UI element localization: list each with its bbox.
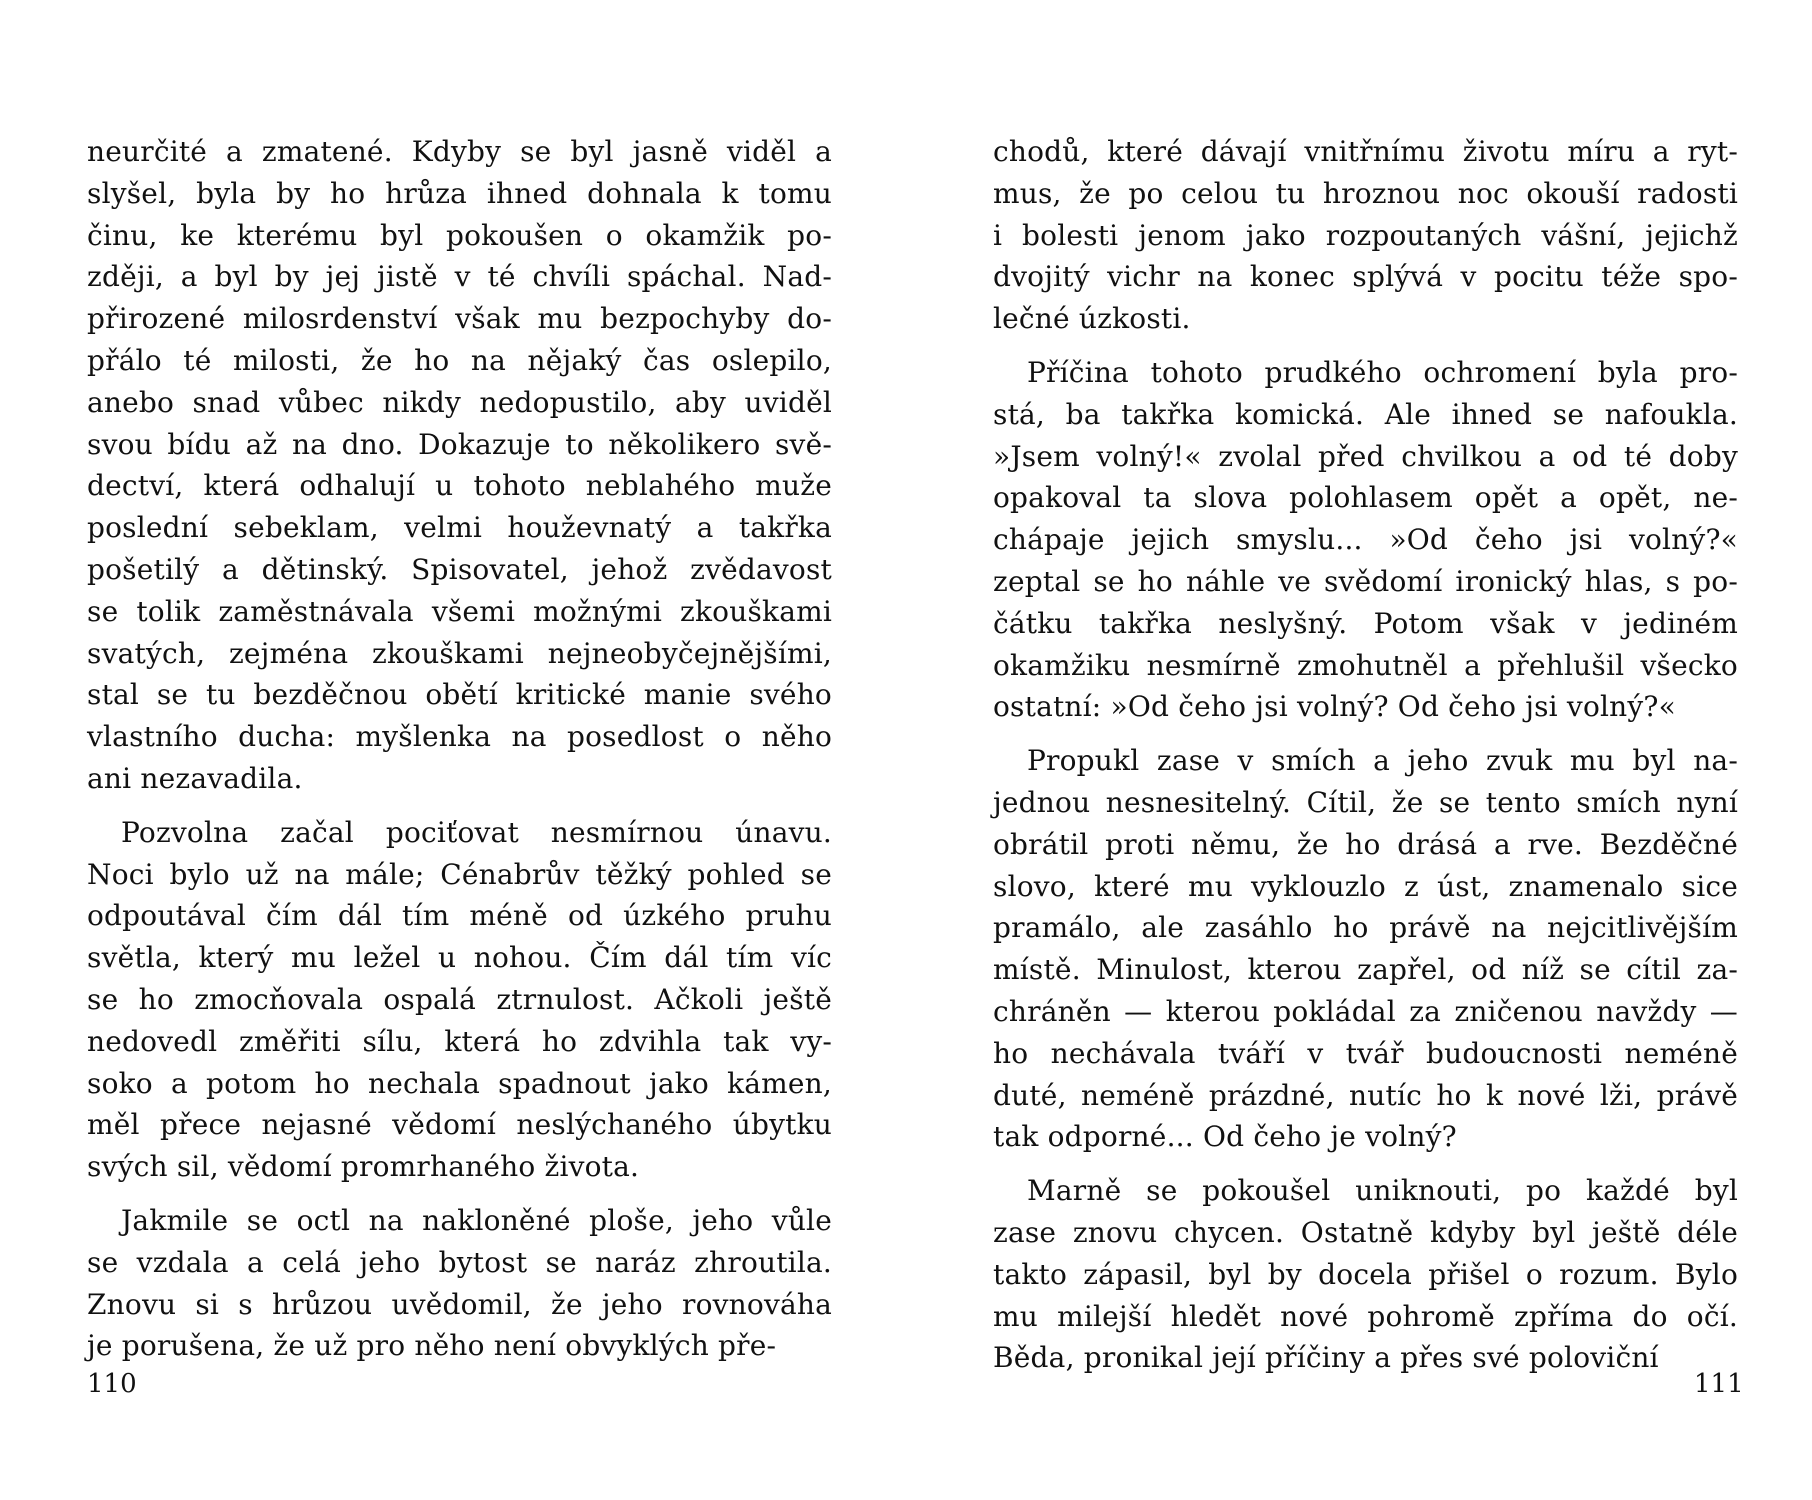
text-line: neurčité a zmatené. Kdyby se byl jasně viděl a [87, 135, 832, 168]
text-line: zeptal se ho náhle ve svědomí ironický hlas, s po- [993, 564, 1738, 598]
paragraph [87, 812, 832, 1188]
paragraph [87, 131, 832, 800]
text-line: Znovu si s hrůzou uvědomil, že jeho rovnováha [87, 1287, 832, 1321]
text-line: lečné úzkosti. [993, 302, 1191, 336]
text-line: dectví, která odhalují u tohoto neblahého muže [87, 469, 832, 503]
text-line: je porušena, že už pro něho není obvyklých pře- [87, 1329, 777, 1363]
text-line: Noci bylo už na mále; Cénabrův těžký pohled se [87, 857, 832, 891]
text-line: svou bídu až na dno. Dokazuje to několikero svě- [87, 427, 832, 461]
text-line: odpoutával čím dál tím méně od úzkého pruhu [87, 899, 832, 933]
text-line: »Jsem volný!« zvolal před chvilkou a od té doby [993, 439, 1738, 473]
text-line: svých sil, vědomí promrhaného života. [87, 1150, 640, 1184]
paragraph-gap [87, 800, 832, 812]
text-line: světla, který mu ležel u nohou. Čím dál tím víc [87, 941, 832, 975]
text-line: ostatní: »Od čeho jsi volný? Od čeho jsi volný?« [993, 690, 1676, 724]
text-line: měl přece nejasné vědomí neslýchaného úbytku [87, 1108, 832, 1142]
paragraph [993, 131, 1738, 340]
text-line: ho nechávala tváří v tvář budoucnosti neméně [993, 1036, 1738, 1070]
text-line: poslední sebeklam, velmi houževnatý a takřka [87, 511, 832, 545]
text-line: slovo, které mu vyklouzlo z úst, znamenalo sice [993, 869, 1738, 903]
text-line: opakoval ta slova polohlasem opět a opět, ne- [993, 481, 1738, 515]
paragraph [993, 352, 1738, 728]
text-line: se ho zmocňovala ospalá ztrnulost. Ačkoli ještě [87, 982, 832, 1016]
text-line: chápaje jejich smyslu... »Od čeho jsi volný?« [993, 523, 1738, 557]
text-line: jednou nesnesitelný. Cítil, že se tento smích nyní [993, 785, 1738, 819]
text-line: zase znovu chycen. Ostatně kdyby byl ještě déle [993, 1215, 1738, 1249]
paragraph-gap [993, 728, 1738, 740]
paragraph-gap [993, 1158, 1738, 1170]
text-line: stá, ba takřka komická. Ale ihned se nafoukla. [993, 397, 1738, 431]
text-line: chráněn — kterou pokládal za zničenou navždy — [993, 994, 1738, 1028]
paragraph-gap [993, 340, 1738, 352]
text-line: pošetilý a dětinský. Spisovatel, jehož zvědavost [87, 552, 832, 586]
text-line: vlastního ducha: myšlenka na posedlost o něho [87, 720, 832, 754]
paragraph [993, 740, 1738, 1158]
right-page-number: 111 [1694, 1369, 1744, 1399]
text-line: Pozvolna začal pociťovat nesmírnou únavu. [121, 815, 832, 849]
text-line: se vzdala a celá jeho bytost se naráz zhroutila. [87, 1245, 832, 1279]
text-line: i bolesti jenom jako rozpoutaných vášní, jejichž [993, 218, 1738, 252]
text-line: Běda, pronikal její příčiny a přes své poloviční [993, 1341, 1659, 1375]
text-line: mu milejší hledět nové pohromě zpříma do očí. [993, 1299, 1738, 1333]
text-line: tak odporné... Od čeho je volný? [993, 1120, 1457, 1154]
text-line: Propukl zase v smích a jeho zvuk mu byl na- [1027, 744, 1738, 778]
text-line: takto zápasil, byl by docela přišel o rozum. Bylo [993, 1257, 1738, 1291]
text-line: obrátil proti němu, že ho drásá a rve. Bezděčné [993, 827, 1738, 861]
text-line: mus, že po celou tu hroznou noc okouší radosti [993, 176, 1738, 210]
text-line: okamžiku nesmírně zmohutněl a přehlušil všecko [993, 648, 1738, 682]
text-line: dvojitý vichr na konec splývá v pocitu téže spo- [993, 260, 1738, 294]
text-line: slyšel, byla by ho hrůza ihned dohnala k tomu [87, 176, 832, 210]
text-line: zději, a byl by jej jistě v té chvíli spáchal. Nad- [87, 260, 832, 294]
text-line: pramálo, ale zasáhlo ho právě na nejcitlivějším [993, 911, 1738, 945]
text-line: stal se tu bezděčnou obětí kritické manie svého [87, 678, 832, 712]
text-line: čátku takřka neslyšný. Potom však v jediném [993, 606, 1738, 640]
text-line: nedovedl změřiti sílu, která ho zdvihla tak vy- [87, 1024, 832, 1058]
left-page-number: 110 [87, 1369, 137, 1399]
text-line: Marně se pokoušel uniknouti, po každé byl [1027, 1174, 1738, 1208]
text-line: chodů, které dávají vnitřnímu životu míru a ryt- [993, 135, 1738, 168]
paragraph [993, 1170, 1738, 1379]
text-line: svatých, zejména zkouškami nejneobyčejnějšími, [87, 636, 832, 670]
right-page-text [993, 131, 1738, 1379]
text-line: ani nezavadila. [87, 761, 303, 795]
text-line: duté, neméně prázdné, nutíc ho k nové lži, právě [993, 1078, 1738, 1112]
text-line: soko a potom ho nechala spadnout jako kámen, [87, 1066, 832, 1100]
left-page-text [87, 131, 832, 1367]
text-line: anebo snad vůbec nikdy nedopustilo, aby uviděl [87, 385, 832, 419]
text-line: činu, ke kterému byl pokoušen o okamžik po- [87, 218, 832, 252]
text-line: místě. Minulost, kterou zapřel, od níž se cítil za- [993, 953, 1738, 987]
paragraph-gap [87, 1188, 832, 1200]
text-line: Příčina tohoto prudkého ochromení byla pro- [1027, 355, 1738, 389]
text-line: se tolik zaměstnávala všemi možnými zkouškami [87, 594, 832, 628]
text-line: Jakmile se octl na nakloněné ploše, jeho vůle [121, 1203, 832, 1237]
text-line: přálo té milosti, že ho na nějaký čas oslepilo, [87, 343, 832, 377]
text-line: přirozené milosrdenství však mu bezpochyby do- [87, 302, 832, 336]
paragraph [87, 1200, 832, 1367]
